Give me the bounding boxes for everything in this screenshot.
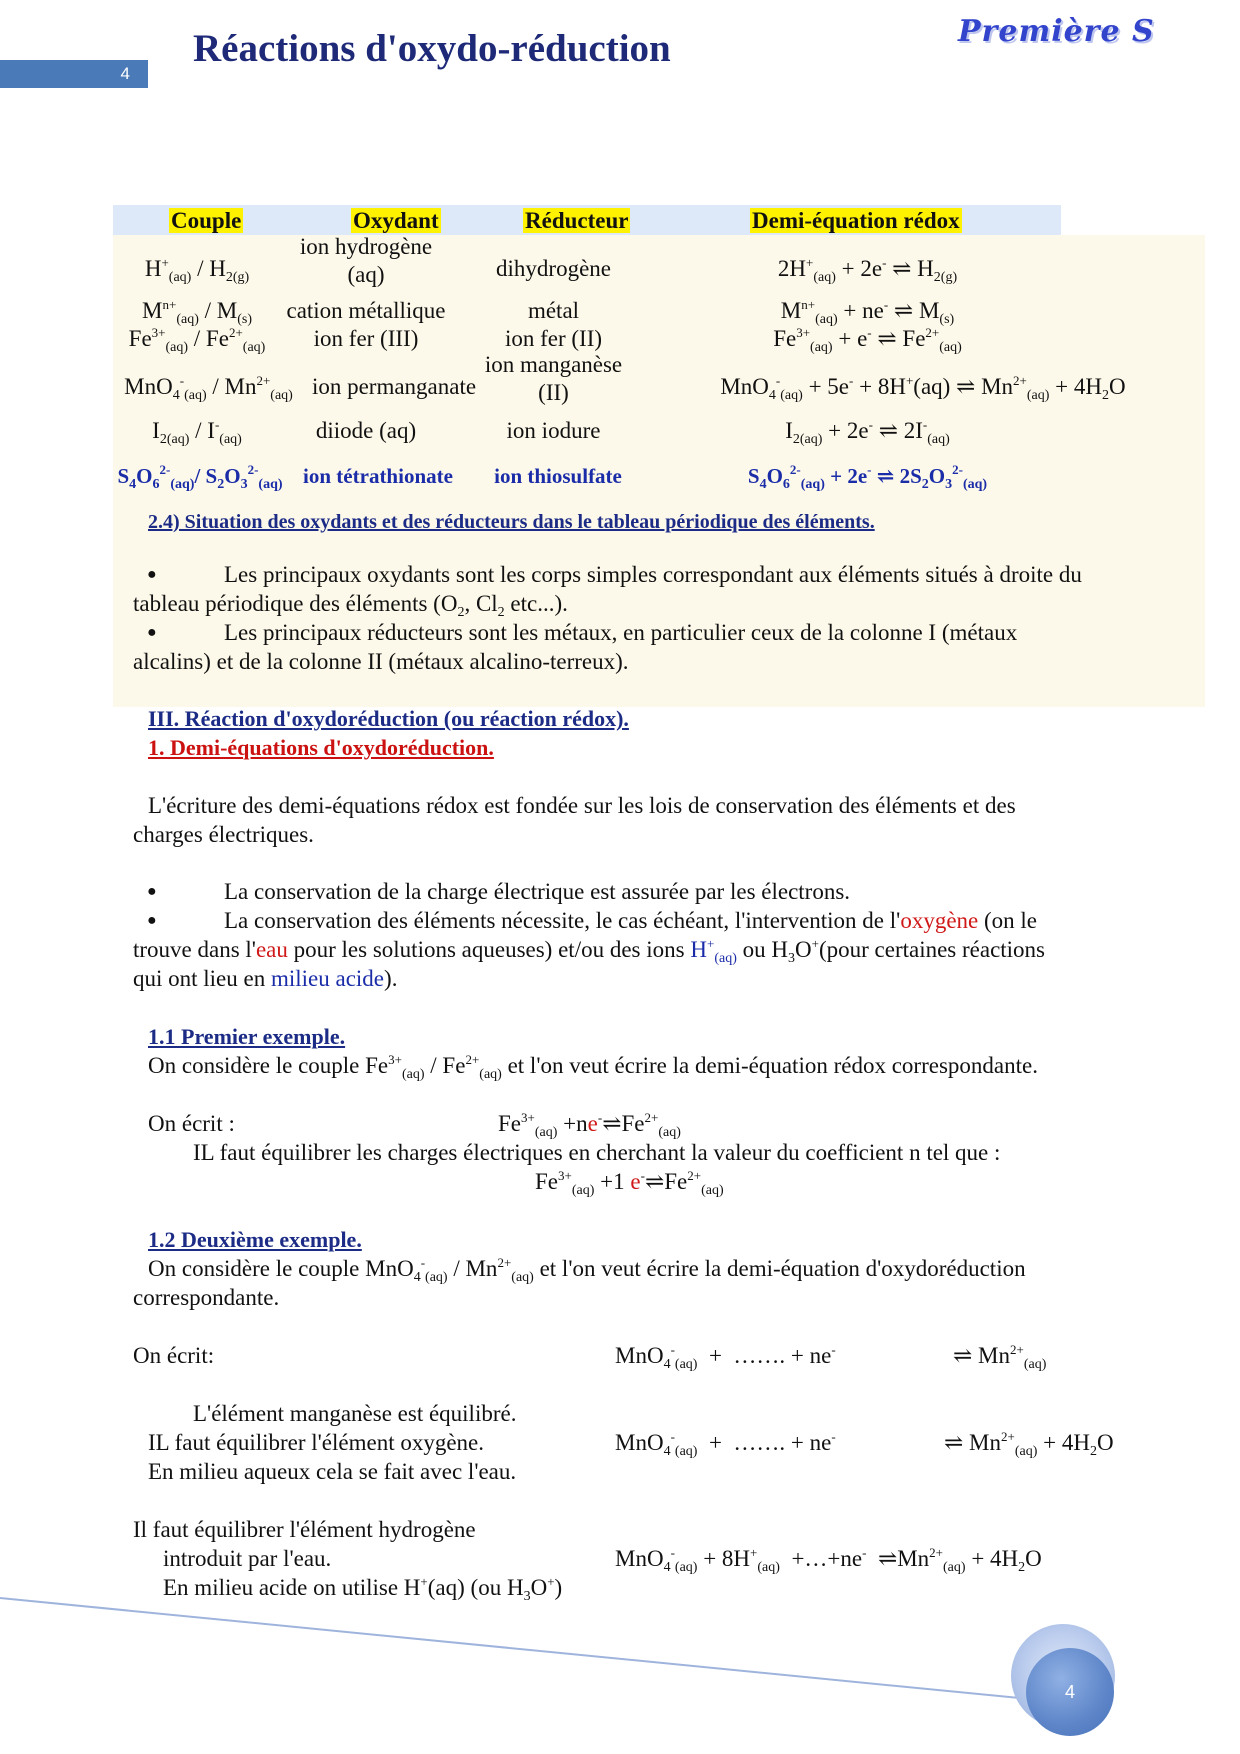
example-2-intro-line2: correspondante. <box>133 1285 280 1310</box>
element-conservation-line1: La conservation des éléments nécessite, le cas échéant, l'intervention de l'oxygène (on le <box>224 908 1037 933</box>
table-row-2-equation: $M^{n+}_{(aq)} + ne^-$ ⇌ $M_{(s)}$ <box>780 297 955 327</box>
oxidants-text-line1: Les principaux oxydants sont les corps simples correspondant aux éléments situés à droite du <box>224 562 1082 587</box>
manganese-balanced-text: L'élément manganèse est équilibré. <box>193 1401 517 1426</box>
example-1-equation-2: $Fe^{3+}_{(aq)} +1$ $e^-\rightleftharpoons Fe^{2+}_{(aq)}$ <box>535 1168 724 1198</box>
table-row-6-equation: $S_4O_6^{2-}_{(aq)} + 2e^-$ ⇌ $2S_2O_3^{2-}_{(aq)}$ <box>747 462 988 492</box>
level-badge: Première S <box>958 14 1155 49</box>
table-row-6-oxidant: ion tétrathionate <box>303 464 453 488</box>
table-row-5-reducer: ion iodure <box>506 418 601 443</box>
table-row-1-reducer: dihydrogène <box>496 256 611 281</box>
example-1-balance-text: IL faut équilibrer les charges électriques en cherchant la valeur du coefficient n tel que : <box>193 1140 1001 1165</box>
example-2-equation-1-product: ⇌ $Mn^{2+}_{(aq)}$ <box>953 1342 1047 1372</box>
example-2-equation-1: MnO$_4$-$_{(aq)}$ + ……. + ne- <box>615 1342 836 1372</box>
oxygen-balance-text: IL faut équilibrer l'élément oxygène. <box>148 1430 485 1455</box>
example-1-heading: 1.1 Premier exemple. <box>148 1024 346 1049</box>
section-2-4-heading: 2.4) Situation des oxydants et des réducteurs dans le tableau périodique des éléments. <box>148 511 875 533</box>
bullet-icon: ● <box>147 912 157 929</box>
table-row-1-oxidant: ion hydrogène (aq) <box>299 234 433 287</box>
table-row-5-oxidant: diiode (aq) <box>315 418 417 443</box>
table-row-5-couple: $I_{2(aq)} / I^-_{(aq)}$ <box>152 417 242 447</box>
example-2-equation-2: MnO$_4$-$_{(aq)}$ + ……. + ne- <box>615 1429 836 1459</box>
table-row-1-couple: $H^+_{(aq)} / H_{2(g)}$ <box>144 255 250 285</box>
intro-text-line1: L'écriture des demi-équations rédox est fondée sur les lois de conservation des éléments et des <box>148 793 1016 818</box>
table-row-4-equation: MnO$_4$-$_{(aq)}$ + 5e- + 8H+(aq) ⇌ $Mn^{2+}_{(aq)} + 4H_2O$ <box>720 373 1126 403</box>
example-1-intro: On considère le couple $Fe^{3+}_{(aq)} / Fe^{2+}_{(aq)}$ et l'on veut écrire la demi-équation rédox correspondante. <box>148 1052 1038 1082</box>
section-3-heading: III. Réaction d'oxydoréduction (ou réaction rédox). <box>148 706 629 731</box>
example-2-heading: 1.2 Deuxième exemple. <box>148 1227 362 1252</box>
table-row-2-oxidant: cation métallique <box>286 298 446 323</box>
water-text: En milieu aqueux cela se fait avec l'eau. <box>148 1459 517 1484</box>
table-row-3-oxidant: ion fer (III) <box>313 326 419 351</box>
example-2-intro: On considère le couple $MnO_4^-_{(aq)} / Mn^{2+}_{(aq)}$ et l'on veut écrire la demi-équation d'oxydoréduction <box>148 1255 1026 1285</box>
example-2-equation-3: $MnO_4^-_{(aq)} + 8H^+_{(aq)}$ +…+ne- $\rightleftharpoons Mn^{2+}_{(aq)} + 4H_2O$ <box>615 1545 1042 1575</box>
table-row-2-reducer: métal <box>527 298 580 323</box>
example-2-equation-2-product: ⇌ $Mn^{2+}_{(aq)} + 4H_2O$ <box>944 1429 1114 1459</box>
element-conservation-line3: qui ont lieu en milieu acide). <box>133 966 398 991</box>
table-row-1-equation: $2H^+_{(aq)} + 2e^-$ ⇌ $H_{2(g)}$ <box>777 255 958 285</box>
document-title: Réactions d'oxydo-réduction <box>193 27 671 70</box>
example-1-on-ecrit: On écrit : <box>148 1111 235 1136</box>
table-row-3-equation: $Fe^{3+}_{(aq)} + e^-$ ⇌ $Fe^{2+}_{(aq)}$ <box>773 325 962 355</box>
oxidants-text-line2: tableau périodique des éléments ($O_2$, $Cl_2$ etc...). <box>133 591 568 620</box>
section-3-1-heading: 1. Demi-équations d'oxydoréduction. <box>148 735 494 760</box>
hydrogen-balance-line1: Il faut équilibrer l'élément hydrogène <box>133 1517 476 1542</box>
hydrogen-balance-line2: introduit par l'eau. <box>163 1546 332 1571</box>
footer-page-number: 4 <box>1026 1648 1114 1736</box>
table-row-6-reducer: ion thiosulfate <box>494 464 622 488</box>
reducers-text-line2: alcalins) et de la colonne II (métaux alcalino-terreux). <box>133 649 629 674</box>
table-row-4-oxidant: ion permanganate <box>311 374 477 399</box>
page-number: 4 <box>120 64 130 83</box>
table-row-6-couple: $S_4O_6^{2-}_{(aq)}/$ $S_2O_3^{2-}_{(aq)}$ <box>117 462 283 492</box>
table-row-3-couple: $Fe^{3+}_{(aq)} / Fe^{2+}_{(aq)}$ <box>128 325 266 355</box>
header-half-equation: Demi-équation rédox <box>752 208 960 233</box>
table-row-4-reducer: ion manganèse (II) <box>484 352 623 405</box>
hydrogen-balance-line3: En milieu acide on utilise H+(aq) (ou $H_3O^+$) <box>163 1574 563 1604</box>
table-row-3-reducer: ion fer (II) <box>504 326 603 351</box>
reducers-text-line1: Les principaux réducteurs sont les métaux, en particulier ceux de la colonne I (métaux <box>224 620 1018 645</box>
example-1-equation-1: $Fe^{3+}_{(aq)}$ $+ne^-\rightleftharpoons Fe^{2+}_{(aq)}$ <box>498 1110 681 1140</box>
element-conservation-line2: trouve dans l'eau pour les solutions aqueuses) et/ou des ions $H^+_{(aq)}$ ou $H_3O^+(pour$ certaines réactions <box>133 936 1046 966</box>
header-oxidant: Oxydant <box>353 208 439 233</box>
bullet-icon: ● <box>147 624 157 641</box>
table-row-2-couple: $M^{n+}_{(aq)} / M_{(s)}$ <box>142 297 252 327</box>
header-couple: Couple <box>171 208 242 233</box>
example-2-on-ecrit: On écrit: <box>133 1343 215 1368</box>
header-reducer: Réducteur <box>525 208 629 233</box>
page-number-tab <box>0 60 148 88</box>
table-row-5-equation: $I_{2(aq)} + 2e^-$ ⇌ $2I^-_{(aq)}$ <box>785 417 950 447</box>
table-row-4-couple: $MnO_4^-_{(aq)} / Mn^{2+}_{(aq)}$ <box>124 373 293 403</box>
bullet-icon: ● <box>147 566 157 583</box>
table-header-row <box>113 205 1061 235</box>
bullet-icon: ● <box>147 883 157 900</box>
charge-conservation-text: La conservation de la charge électrique est assurée par les électrons. <box>224 879 851 904</box>
intro-text-line2: charges électriques. <box>133 822 314 847</box>
